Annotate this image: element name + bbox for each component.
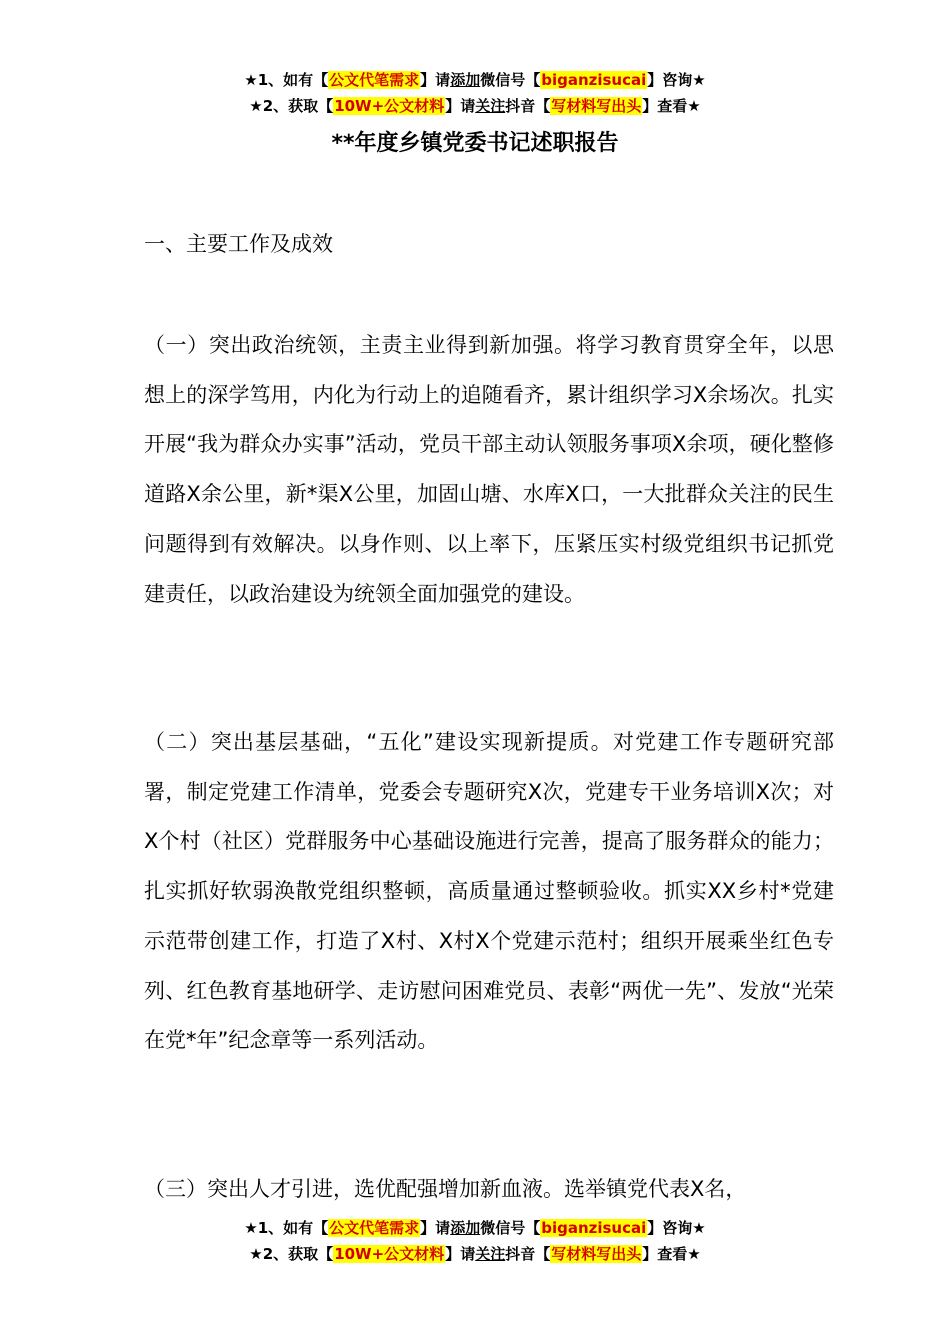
- banner-text: 】咨询★: [647, 1219, 706, 1237]
- banner-text: 抖音【: [505, 97, 551, 115]
- paragraph-2: （二）突出基层基础，“五化”建设实现新提质。对党建工作专题研究部署，制定党建工作清单，党委会专题研究X次，党建专干业务培训X次；对X个村（社区）党群服务中心基础设施进行完善，提高了服务群众的能力；扎实抓好软弱涣散党组织整顿，高质量通过整顿验收。抓实XX乡村*党建示范带创建工作，打造了X村、X村X个党建示范村；组织开展乘坐红色专列、红色教育基地研学、走访慰问困难党员、表彰“两优一先”、发放“光荣在党*年”纪念章等一系列活动。: [144, 730, 834, 1053]
- banner-text: 抖音【: [505, 1245, 551, 1263]
- bottom-banner: [0, 1215, 950, 1267]
- banner-line-2: [0, 93, 950, 119]
- banner-line-1: [0, 67, 950, 93]
- banner-text: 】请: [420, 71, 451, 89]
- section-heading: 一、主要工作及成效: [144, 232, 333, 256]
- highlight-service: 公文代笔需求: [329, 1219, 420, 1237]
- underlined-text: 关注: [475, 1245, 506, 1263]
- banner-text: 】查看★: [642, 1245, 701, 1263]
- underlined-text: 添加: [450, 71, 481, 89]
- banner-text: 】请: [445, 97, 476, 115]
- banner-text: ★2、获取【: [249, 97, 334, 115]
- highlight-wechat-id: biganzisucai: [541, 1219, 647, 1237]
- banner-text: 】请: [445, 1245, 476, 1263]
- banner-text: 】咨询★: [647, 71, 706, 89]
- paragraph-1: （一）突出政治统领，主责主业得到新加强。将学习教育贯穿全年，以思想上的深学笃用，内化为行动上的追随看齐，累计组织学习X余场次。扎实开展“我为群众办实事”活动，党员干部主动认领服务事项X余项，硬化整修道路X余公里，新*渠X公里，加固山塘、水库X口，一大批群众关注的民生问题得到有效解决。以身作则、以上率下，压紧压实村级党组织书记抓党建责任，以政治建设为统领全面加强党的建设。: [144, 333, 834, 606]
- paragraph-3: （三）突出人才引进，选优配强增加新血液。选举镇党代表X名，: [144, 1177, 747, 1201]
- banner-line-2: [0, 1241, 950, 1267]
- underlined-text: 关注: [475, 97, 506, 115]
- banner-text: ★1、如有【: [244, 1219, 329, 1237]
- banner-text: 微信号【: [480, 1219, 541, 1237]
- highlight-materials: 10W+公文材料: [334, 97, 445, 115]
- underlined-text: 添加: [450, 1219, 481, 1237]
- top-banner: [0, 67, 950, 119]
- banner-text: 】查看★: [642, 97, 701, 115]
- banner-text: 微信号【: [480, 71, 541, 89]
- banner-line-1: [0, 1215, 950, 1241]
- document-title: **年度乡镇党委书记述职报告: [331, 131, 619, 156]
- highlight-douyin-account: 写材料写出头: [551, 1245, 642, 1263]
- highlight-materials: 10W+公文材料: [334, 1245, 445, 1263]
- highlight-wechat-id: biganzisucai: [541, 71, 647, 89]
- banner-text: ★1、如有【: [244, 71, 329, 89]
- banner-text: ★2、获取【: [249, 1245, 334, 1263]
- highlight-douyin-account: 写材料写出头: [551, 97, 642, 115]
- highlight-service: 公文代笔需求: [329, 71, 420, 89]
- banner-text: 】请: [420, 1219, 451, 1237]
